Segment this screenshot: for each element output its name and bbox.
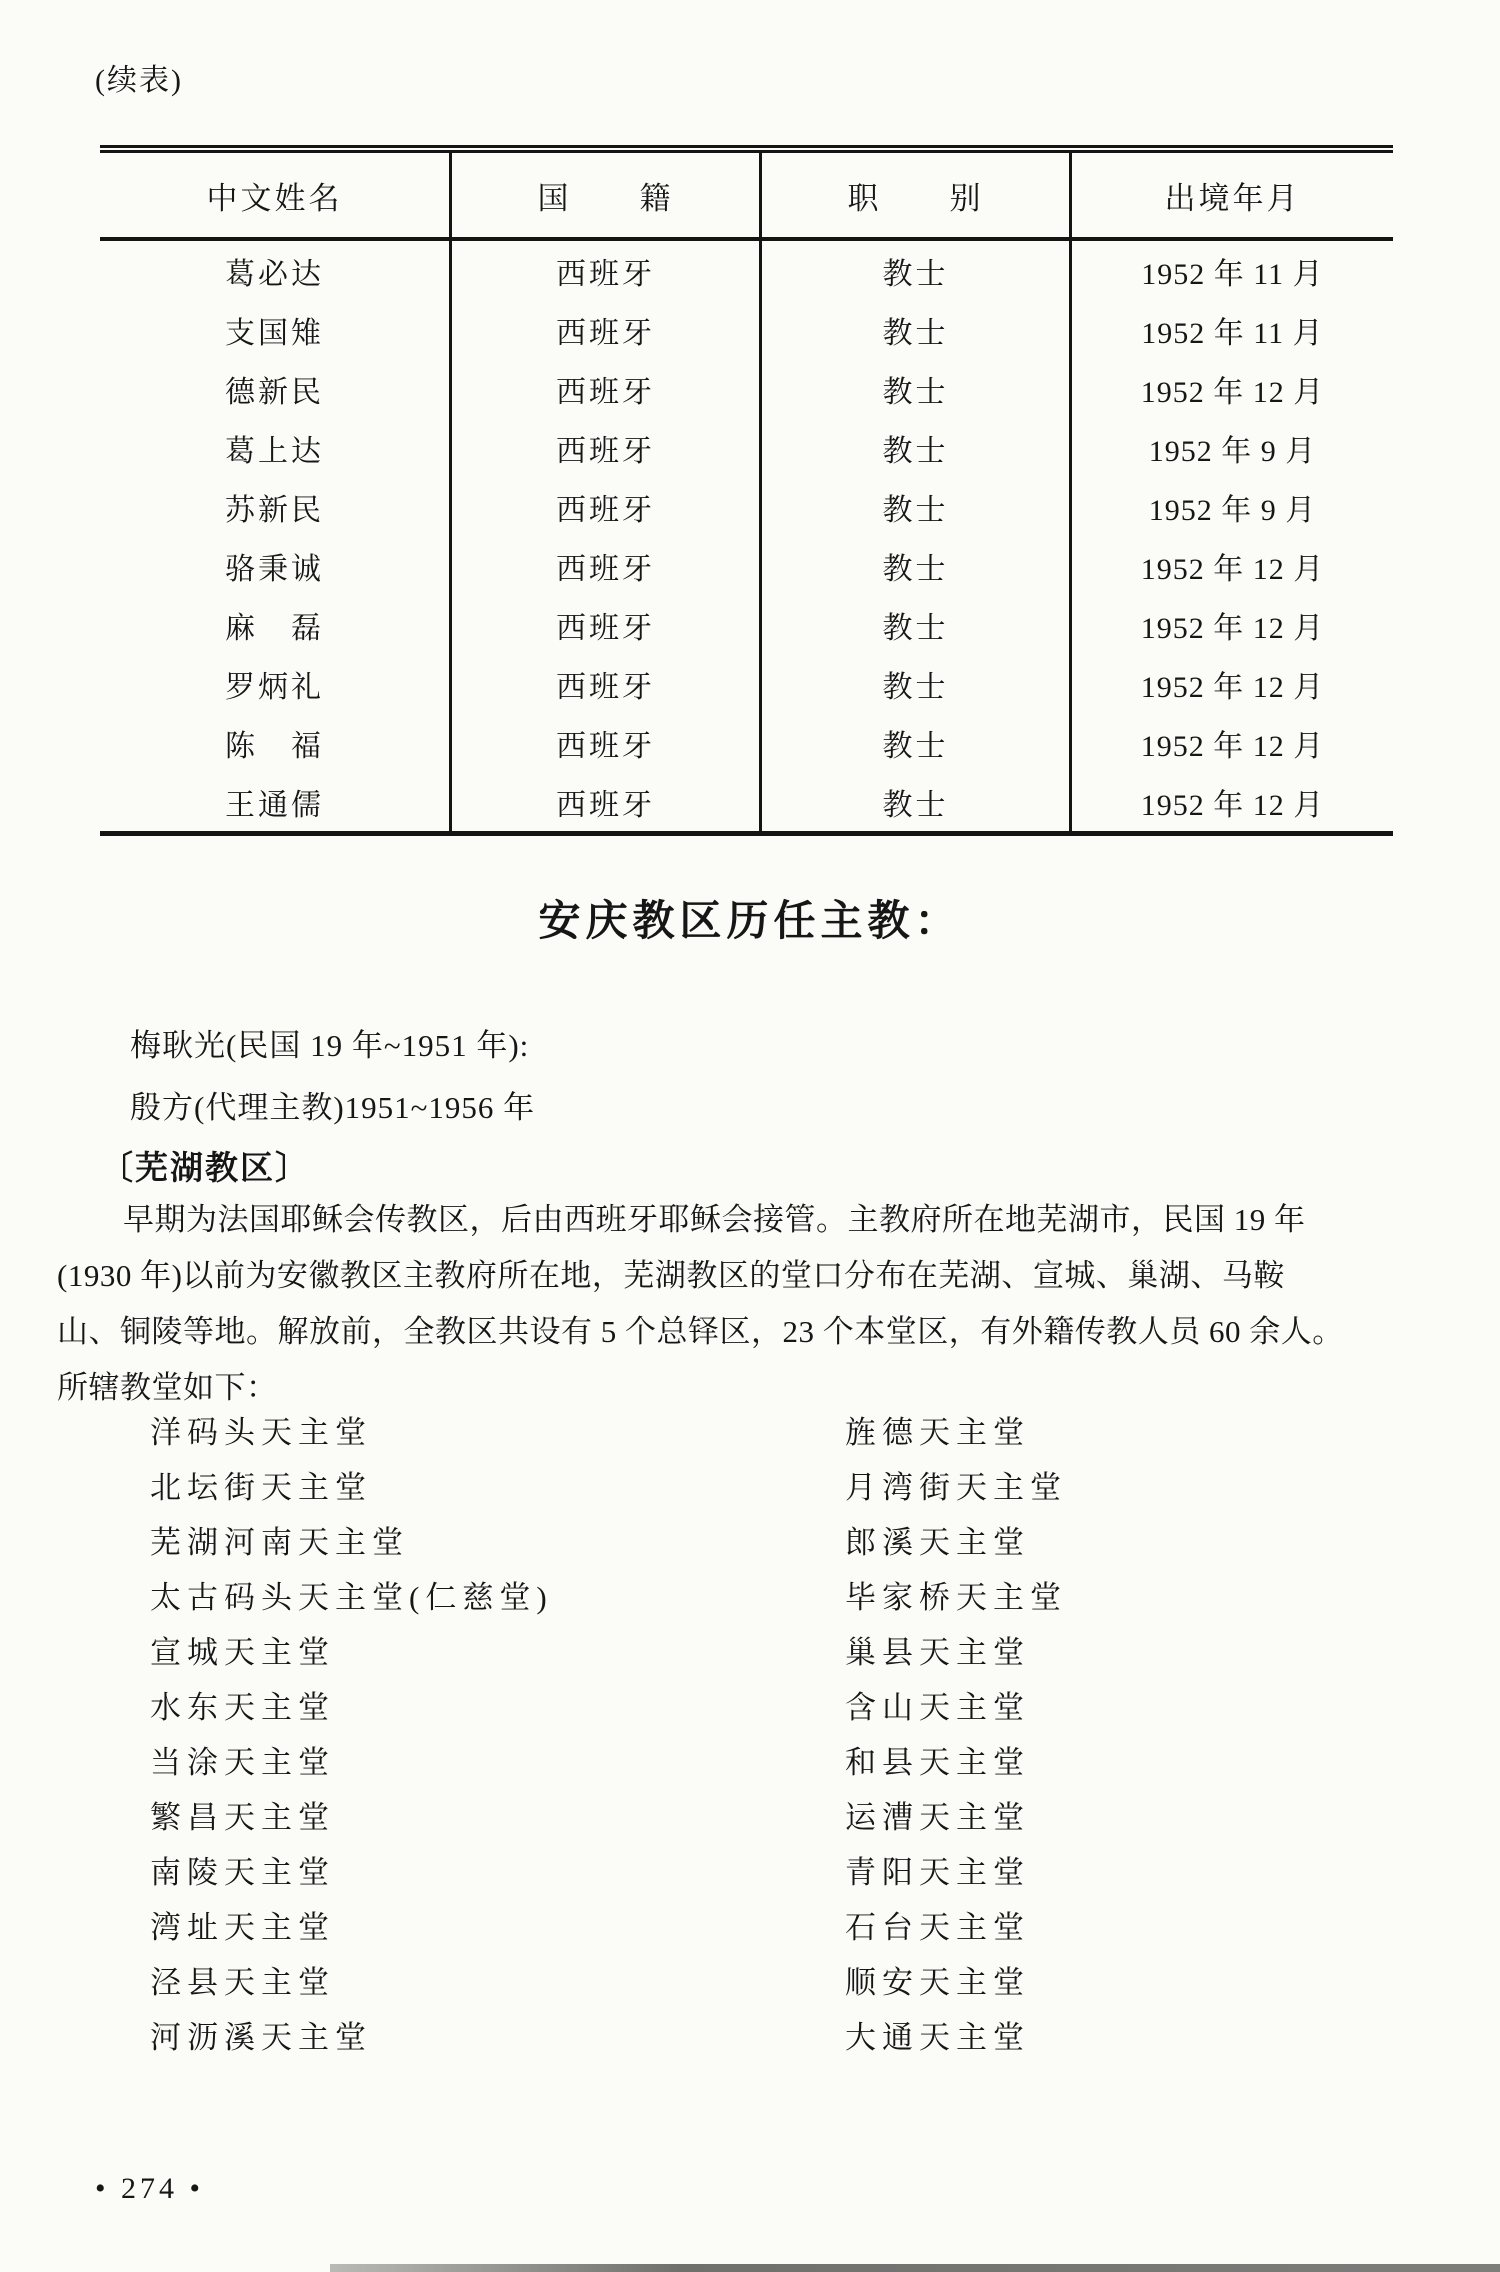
church-item: 顺安天主堂 <box>845 1965 1030 2000</box>
table-row <box>100 536 1393 595</box>
table-row <box>100 477 1393 536</box>
table-row <box>100 418 1393 477</box>
cell-nationality: 西班牙 <box>452 536 762 595</box>
cell-position: 教士 <box>762 418 1072 477</box>
cell-position: 教士 <box>762 300 1072 359</box>
cell-position: 教士 <box>762 595 1072 654</box>
church-list-left-column <box>150 1405 553 2065</box>
cell-position: 教士 <box>762 772 1072 831</box>
cell-nationality: 西班牙 <box>452 359 762 418</box>
cell-date: 1952 年 12 月 <box>1140 729 1325 763</box>
church-item: 繁昌天主堂 <box>150 1800 335 1835</box>
header-nationality: 国 籍 <box>452 153 762 237</box>
header-chinese-name: 中文姓名 <box>100 153 452 237</box>
paragraph-line: (1930 年)以前为安徽教区主教府所在地，芜湖教区的堂口分布在芜湖、宣城、巢湖、马鞍 <box>57 1258 1285 1293</box>
church-item: 大通天主堂 <box>845 2020 1030 2055</box>
cell-name: 麻 磊 <box>100 595 452 654</box>
cell-date: 1952 年 12 月 <box>1140 788 1325 822</box>
cell-nationality: 西班牙 <box>452 477 762 536</box>
church-item: 和县天主堂 <box>845 1745 1030 1780</box>
cell-date: 1952 年 12 月 <box>1140 670 1325 704</box>
paragraph-line: 山、铜陵等地。解放前，全教区共设有 5 个总铎区，23 个本堂区，有外籍传教人员 60 余人。 <box>57 1314 1344 1349</box>
bishop-entry: 殷方(代理主教)1951~1956 年 <box>130 1090 536 1125</box>
church-item: 当涂天主堂 <box>150 1745 335 1780</box>
header-position: 职 别 <box>762 153 1072 237</box>
church-item: 毕家桥天主堂 <box>845 1580 1067 1615</box>
missionaries-table <box>100 145 1393 836</box>
cell-name: 骆秉诚 <box>100 536 452 595</box>
cell-nationality: 西班牙 <box>452 772 762 831</box>
church-item: 宣城天主堂 <box>150 1635 335 1670</box>
cell-date: 1952 年 11 月 <box>1141 316 1324 350</box>
table-row <box>100 359 1393 418</box>
cell-date: 1952 年 12 月 <box>1140 375 1325 409</box>
church-list-right-column <box>845 1405 1067 2065</box>
cell-position: 教士 <box>762 359 1072 418</box>
cell-name: 德新民 <box>100 359 452 418</box>
cell-name: 苏新民 <box>100 477 452 536</box>
cell-name: 王通儒 <box>100 772 452 831</box>
church-item: 洋码头天主堂 <box>150 1415 372 1450</box>
cell-position: 教士 <box>762 536 1072 595</box>
cell-date: 1952 年 12 月 <box>1140 611 1325 645</box>
table-row <box>100 713 1393 772</box>
cell-name: 陈 福 <box>100 713 452 772</box>
cell-name: 支国雉 <box>100 300 452 359</box>
church-item: 泾县天主堂 <box>150 1965 335 2000</box>
cell-nationality: 西班牙 <box>452 418 762 477</box>
cell-position: 教士 <box>762 654 1072 713</box>
paragraph-line: 所辖教堂如下： <box>57 1370 278 1405</box>
table-row <box>100 654 1393 713</box>
church-item: 北坛街天主堂 <box>150 1470 372 1505</box>
church-item: 太古码头天主堂(仁慈堂) <box>150 1580 553 1615</box>
paragraph-line: 早期为法国耶稣会传教区，后由西班牙耶稣会接管。主教府所在地芜湖市，民国 19 年 <box>123 1202 1306 1237</box>
cell-nationality: 西班牙 <box>452 241 762 300</box>
wuhu-paragraph <box>57 1192 1452 1416</box>
church-item: 河沥溪天主堂 <box>150 2020 372 2055</box>
church-item: 运漕天主堂 <box>845 1800 1030 1835</box>
cell-nationality: 西班牙 <box>452 654 762 713</box>
church-item: 水东天主堂 <box>150 1690 335 1725</box>
continued-table-label: (续表) <box>95 64 183 97</box>
subsection-title-wuhu-diocese: 〔芜湖教区〕 <box>100 1151 310 1187</box>
table-row <box>100 300 1393 359</box>
cell-date: 1952 年 12 月 <box>1140 552 1325 586</box>
cell-nationality: 西班牙 <box>452 595 762 654</box>
cell-name: 葛必达 <box>100 241 452 300</box>
table-row <box>100 595 1393 654</box>
scan-artifact-bar <box>330 2264 1500 2272</box>
church-item: 月湾街天主堂 <box>845 1470 1067 1505</box>
church-item: 芜湖河南天主堂 <box>150 1525 409 1560</box>
church-item: 湾址天主堂 <box>150 1910 335 1945</box>
cell-position: 教士 <box>762 241 1072 300</box>
table-header-row <box>100 153 1393 241</box>
church-item: 含山天主堂 <box>845 1690 1030 1725</box>
church-item: 巢县天主堂 <box>845 1635 1030 1670</box>
page-number: • 274 • <box>95 2172 205 2205</box>
church-item: 石台天主堂 <box>845 1910 1030 1945</box>
cell-position: 教士 <box>762 713 1072 772</box>
table-row <box>100 772 1393 831</box>
cell-nationality: 西班牙 <box>452 713 762 772</box>
header-departure-date: 出境年月 <box>1164 180 1301 216</box>
church-item: 青阳天主堂 <box>845 1855 1030 1890</box>
bishop-entry: 梅耿光(民国 19 年~1951 年): <box>130 1028 530 1063</box>
church-item: 旌德天主堂 <box>845 1415 1030 1450</box>
bishops-list <box>130 1015 535 1139</box>
cell-position: 教士 <box>762 477 1072 536</box>
cell-name: 罗炳礼 <box>100 654 452 713</box>
table-row <box>100 241 1393 300</box>
church-item: 郎溪天主堂 <box>845 1525 1030 1560</box>
cell-name: 葛上达 <box>100 418 452 477</box>
church-item: 南陵天主堂 <box>150 1855 335 1890</box>
section-heading-anqing-bishops: 安庆教区历任主教： <box>538 899 962 945</box>
cell-date: 1952 年 11 月 <box>1141 257 1324 291</box>
cell-nationality: 西班牙 <box>452 300 762 359</box>
cell-date: 1952 年 9 月 <box>1148 434 1317 468</box>
cell-date: 1952 年 9 月 <box>1148 493 1317 527</box>
